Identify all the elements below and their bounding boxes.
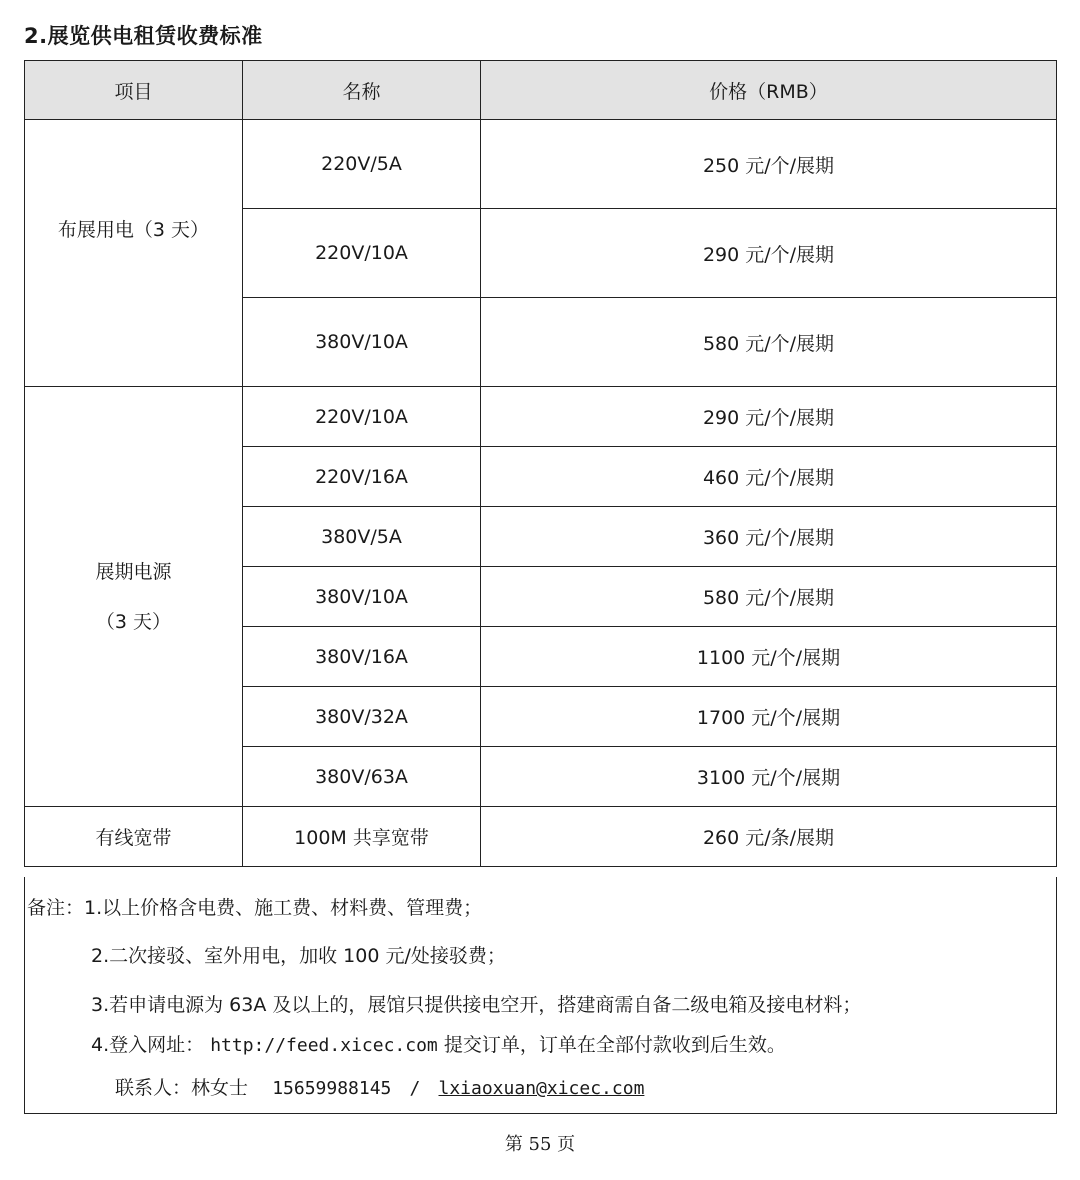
name-cell: 380V/32A <box>243 687 481 747</box>
contact-label: 联系人：林女士 <box>115 1077 249 1099</box>
section-heading: 2.展览供电租赁收费标准 <box>24 24 263 48</box>
contact-line <box>115 1073 644 1100</box>
price-cell: 260 元/条/展期 <box>481 807 1057 867</box>
category-label: 布展用电（3 天） <box>57 219 210 241</box>
price-cell: 290 元/个/展期 <box>481 209 1057 298</box>
table-row <box>25 387 1057 447</box>
name-cell: 220V/5A <box>243 120 481 209</box>
header-name: 名称 <box>243 61 481 120</box>
name-cell: 380V/10A <box>243 567 481 627</box>
price-table <box>24 60 1057 867</box>
page-number: 第 55 页 <box>504 1134 576 1155</box>
table-row <box>25 120 1057 209</box>
name-cell: 380V/5A <box>243 507 481 567</box>
category-label-sub: （3 天） <box>95 610 172 633</box>
price-cell: 580 元/个/展期 <box>481 298 1057 387</box>
name-cell: 220V/10A <box>243 387 481 447</box>
price-cell: 580 元/个/展期 <box>481 567 1057 627</box>
price-cell: 360 元/个/展期 <box>481 507 1057 567</box>
category-cell <box>25 387 243 807</box>
note-line-1: 备注：1.以上价格含电费、施工费、材料费、管理费； <box>27 897 483 919</box>
header-item: 项目 <box>25 61 243 120</box>
header-price: 价格（RMB） <box>481 61 1057 120</box>
price-cell: 250 元/个/展期 <box>481 120 1057 209</box>
table-row <box>25 807 1057 867</box>
contact-separator: / <box>409 1078 421 1099</box>
category-label: 有线宽带 <box>95 827 172 849</box>
note-line-4-suffix: 提交订单，订单在全部付款收到后生效。 <box>443 1034 786 1056</box>
price-cell: 1700 元/个/展期 <box>481 687 1057 747</box>
contact-phone: 15659988145 <box>272 1078 392 1099</box>
name-cell: 380V/16A <box>243 627 481 687</box>
notes-box <box>24 877 1057 1114</box>
table-header-row <box>25 61 1057 120</box>
price-cell: 1100 元/个/展期 <box>481 627 1057 687</box>
price-cell: 290 元/个/展期 <box>481 387 1057 447</box>
contact-email-link[interactable]: lxiaoxuan@xicec.com <box>438 1078 645 1099</box>
category-cell <box>25 120 243 387</box>
order-url-link[interactable]: http://feed.xicec.com <box>210 1035 438 1056</box>
category-cell <box>25 807 243 867</box>
note-line-3: 3.若申请电源为 63A 及以上的，展馆只提供接电空开，搭建商需自备二级电箱及接电材料； <box>91 994 862 1016</box>
price-cell: 3100 元/个/展期 <box>481 747 1057 807</box>
name-cell: 380V/63A <box>243 747 481 807</box>
name-cell: 100M 共享宽带 <box>243 807 481 867</box>
note-line-2: 2.二次接驳、室外用电，加收 100 元/处接驳费； <box>91 945 506 967</box>
note-line-4-prefix: 4.登入网址： <box>91 1034 205 1056</box>
price-cell: 460 元/个/展期 <box>481 447 1057 507</box>
name-cell: 220V/10A <box>243 209 481 298</box>
name-cell: 220V/16A <box>243 447 481 507</box>
name-cell: 380V/10A <box>243 298 481 387</box>
category-label: 展期电源 <box>95 560 172 583</box>
note-line-4 <box>91 1030 786 1057</box>
